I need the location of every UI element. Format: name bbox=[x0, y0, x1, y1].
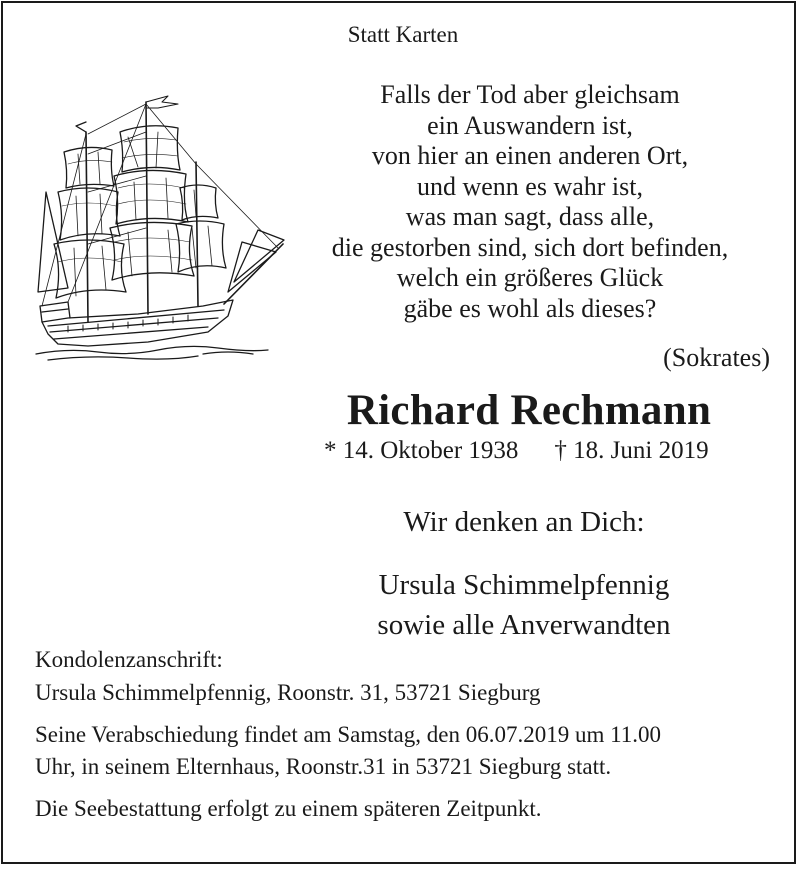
poem-line: und wenn es wahr ist, bbox=[416, 171, 643, 201]
family-signature bbox=[294, 565, 754, 645]
header-text: Statt Karten bbox=[347, 22, 459, 47]
poem-line: ein Auswandern ist, bbox=[427, 110, 633, 140]
condolence-address: Ursula Schimmelpfennig, Roonstr. 31, 53721 Siegburg bbox=[35, 680, 541, 705]
farewell-line: Seine Verabschiedung findet am Samstag, den 06.07.2019 um 11.00 bbox=[35, 722, 662, 747]
condolence-label: Kondolenzanschrift: bbox=[35, 647, 223, 672]
deceased-name: Richard Rechmann bbox=[346, 387, 712, 434]
life-dates bbox=[324, 437, 709, 465]
remembrance-line: Wir denken an Dich: bbox=[403, 506, 645, 538]
poem-attribution: (Sokrates) bbox=[663, 343, 770, 372]
poem-line: welch ein größeres Glück bbox=[396, 263, 664, 292]
family-line: sowie alle Anverwandten bbox=[377, 609, 671, 641]
sailing-ship-icon bbox=[28, 92, 293, 372]
poem bbox=[300, 80, 760, 324]
poem-line: die gestorben sind, sich dort befinden, bbox=[331, 232, 729, 262]
farewell-line: Uhr, in seinem Elternhaus, Roonstr.31 in 53721 Siegburg statt. bbox=[35, 754, 612, 779]
poem-line: was man sagt, dass alle, bbox=[405, 202, 655, 231]
birth-date: * 14. Oktober 1938 bbox=[324, 437, 519, 464]
death-date: † 18. Juni 2019 bbox=[554, 437, 709, 464]
poem-line: Falls der Tod aber gleichsam bbox=[380, 80, 680, 109]
poem-line: von hier an einen anderen Ort, bbox=[371, 141, 689, 170]
family-line: Ursula Schimmelpfennig bbox=[378, 569, 670, 601]
sea-burial-note: Die Seebestattung erfolgt zu einem späteren Zeitpunkt. bbox=[35, 796, 542, 821]
poem-line: gäbe es wohl als dieses? bbox=[403, 293, 657, 323]
